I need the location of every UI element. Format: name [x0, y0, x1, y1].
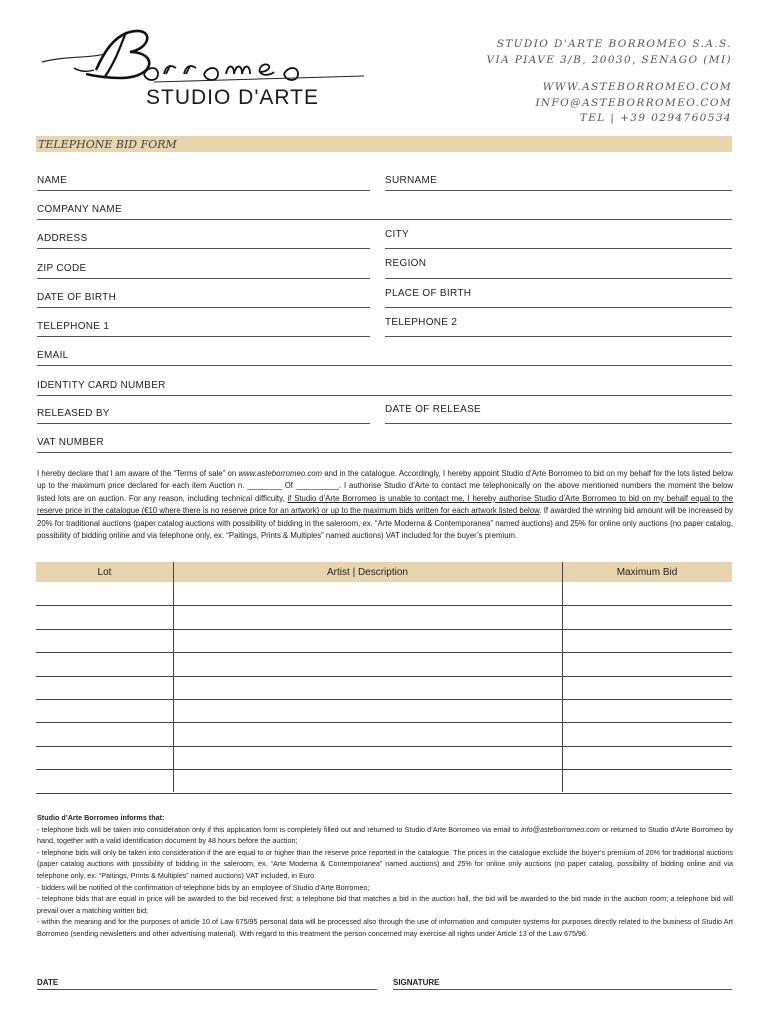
date-of-release-label: DATE OF RELEASE [385, 404, 482, 415]
email-label: EMAIL [37, 350, 69, 361]
surname-field[interactable] [385, 190, 732, 191]
note-item: - bidders will be notified of the confirmation of telephone bids by an employee of Studio d’Arte Borromeo; [37, 882, 370, 892]
company-name-label: COMPANY NAME [37, 204, 122, 215]
date-of-release-field[interactable] [385, 423, 732, 424]
city-label: CITY [385, 229, 409, 240]
table-row[interactable] [36, 793, 732, 794]
signature-label: SIGNATURE [393, 978, 440, 987]
date-of-birth-field[interactable] [37, 307, 370, 308]
company-address: VIA PIAVE 3/B, 20030, SENAGO (MI) [486, 54, 732, 66]
city-field[interactable] [385, 248, 732, 249]
name-label: NAME [37, 175, 68, 186]
place-of-birth-field[interactable] [385, 307, 732, 308]
table-row[interactable] [36, 629, 732, 630]
date-signature-field[interactable] [37, 989, 377, 990]
released-by-field[interactable] [37, 423, 370, 424]
note-item: - telephone bids will be taken into consideration only if this application form is completely filled out and returned to Studio d’Arte Borromeo via email to info@asteborromeo.com or returned to Studio d’Arte Borromeo by hand, together with a valid identification document by 48 hours before the auction; [37, 824, 733, 846]
zip-code-field[interactable] [37, 278, 370, 279]
table-row[interactable] [36, 746, 732, 747]
table-row[interactable] [36, 699, 732, 700]
region-label: REGION [385, 258, 427, 269]
note-item: - telephone bids that are equal in price will be awarded to the bid received first; a telephone bid that matches a bid in the auction hall, the bid will be awarded to the bid made in the auction room; a telephone bid will prevail over a matching written bid; [37, 894, 733, 915]
max-bid-column-header: Maximum Bid [616, 567, 678, 578]
notes-heading: Studio d’Arte Borromeo informs that: [37, 813, 165, 822]
note-item: - telephone bids will only be taken into consideration if the are equal to or higher than the reserve price reported in the catalogue. The prices in the catalogue exclude the buyer’s premium of 20% for traditional auctions (paper catalog auctions with possibility of bidding in the saleroom, ex. “Arte Moderna & Contemporanea” named auctions) and 25% for online only auctions (no paper catalog, possibility of bidding online and via telephone only, ex. “Paitings, Prints & Multiples” named auctions) VAT included, in Euro. [37, 847, 733, 880]
address-label: ADDRESS [37, 233, 88, 244]
note-item: - within the meaning and for the purposes of article 10 of Law 675/95 personal data will be processed also through the use of information and computer systems for purposes directly related to the business of Studio Art Borromeo (sending newsletters and other advertising material). With regard to this treatment the person concerned may exercise all rights under Article 13 of the Law 675/96. [37, 917, 733, 938]
table-column-divider [173, 562, 174, 792]
logo-studio-text: STUDIO D'ARTE [146, 86, 319, 109]
lot-column-header: Lot [97, 567, 112, 578]
date-label: DATE [37, 978, 59, 987]
vat-number-label: VAT NUMBER [37, 437, 104, 448]
company-phone: TEL | +39 0294760534 [579, 112, 732, 124]
table-column-divider [562, 562, 563, 792]
declaration-paragraph: I hereby declare that I am aware of the “Terms of sale” on www.asteborromeo.com and in the catalogue. Accordingly, I hereby appoint Studio d’Arte Borromeo to bid on my behalf for the lots listed below up to the maximum price declared for each item Auction n. ________ Of __________. I authorise Studio d’Arte to contact me telephonically on the above mentioned numbers the moment the below listed lots are on auction. For any reason, including technical difficulty, if Studio d’Arte Borromeo is unable to contact me, I hereby authorise Studio d’Arte Borromeo to bid on my behalf equal to the reserve price in the catalogue (€10 where there is no reserve price for an artwork) or up to the maximum bids written for each artwork listed below. If awarded the winning bid amount will be increased by 20% for traditional auctions (paper catalog auctions with possibility of bidding in the saleroom, ex. “Arte Moderna & Contemporanea” named auctions) and 25% for online only auctions (no paper catalog, possibility of bidding online and via telephone only, ex. “Paitings, Prints & Multiples” named auctions) VAT included for the buyer’s premium. [37, 469, 733, 541]
surname-label: SURNAME [385, 175, 438, 186]
table-row[interactable] [36, 652, 732, 653]
address-field[interactable] [37, 248, 370, 249]
telephone-1-field[interactable] [37, 336, 370, 337]
email-field[interactable] [37, 365, 732, 366]
signature-field[interactable] [393, 989, 732, 990]
released-by-label: RELEASED BY [37, 408, 110, 419]
telephone-2-field[interactable] [385, 336, 732, 337]
telephone-1-label: TELEPHONE 1 [37, 321, 110, 332]
company-name: STUDIO D'ARTE BORROMEO S.A.S. [496, 38, 732, 50]
place-of-birth-label: PLACE OF BIRTH [385, 288, 472, 299]
name-field[interactable] [37, 190, 370, 191]
company-email[interactable]: INFO@ASTEBORROMEO.COM [535, 97, 732, 109]
telephone-2-label: TELEPHONE 2 [385, 317, 458, 328]
borromeo-logo [34, 22, 374, 94]
form-title: TELEPHONE BID FORM [38, 138, 177, 151]
table-row[interactable] [36, 605, 732, 606]
table-row[interactable] [36, 676, 732, 677]
table-row[interactable] [36, 722, 732, 723]
date-of-birth-label: DATE OF BIRTH [37, 292, 117, 303]
identity-card-label: IDENTITY CARD NUMBER [37, 380, 166, 391]
table-row[interactable] [36, 769, 732, 770]
terms-notes [37, 812, 733, 940]
artist-column-header: Artist | Description [327, 567, 408, 578]
company-website[interactable]: WWW.ASTEBORROMEO.COM [542, 81, 732, 93]
region-field[interactable] [385, 278, 732, 279]
vat-number-field[interactable] [37, 452, 732, 453]
company-name-field[interactable] [37, 219, 732, 220]
identity-card-field[interactable] [37, 395, 732, 396]
zip-code-label: ZIP CODE [37, 263, 87, 274]
